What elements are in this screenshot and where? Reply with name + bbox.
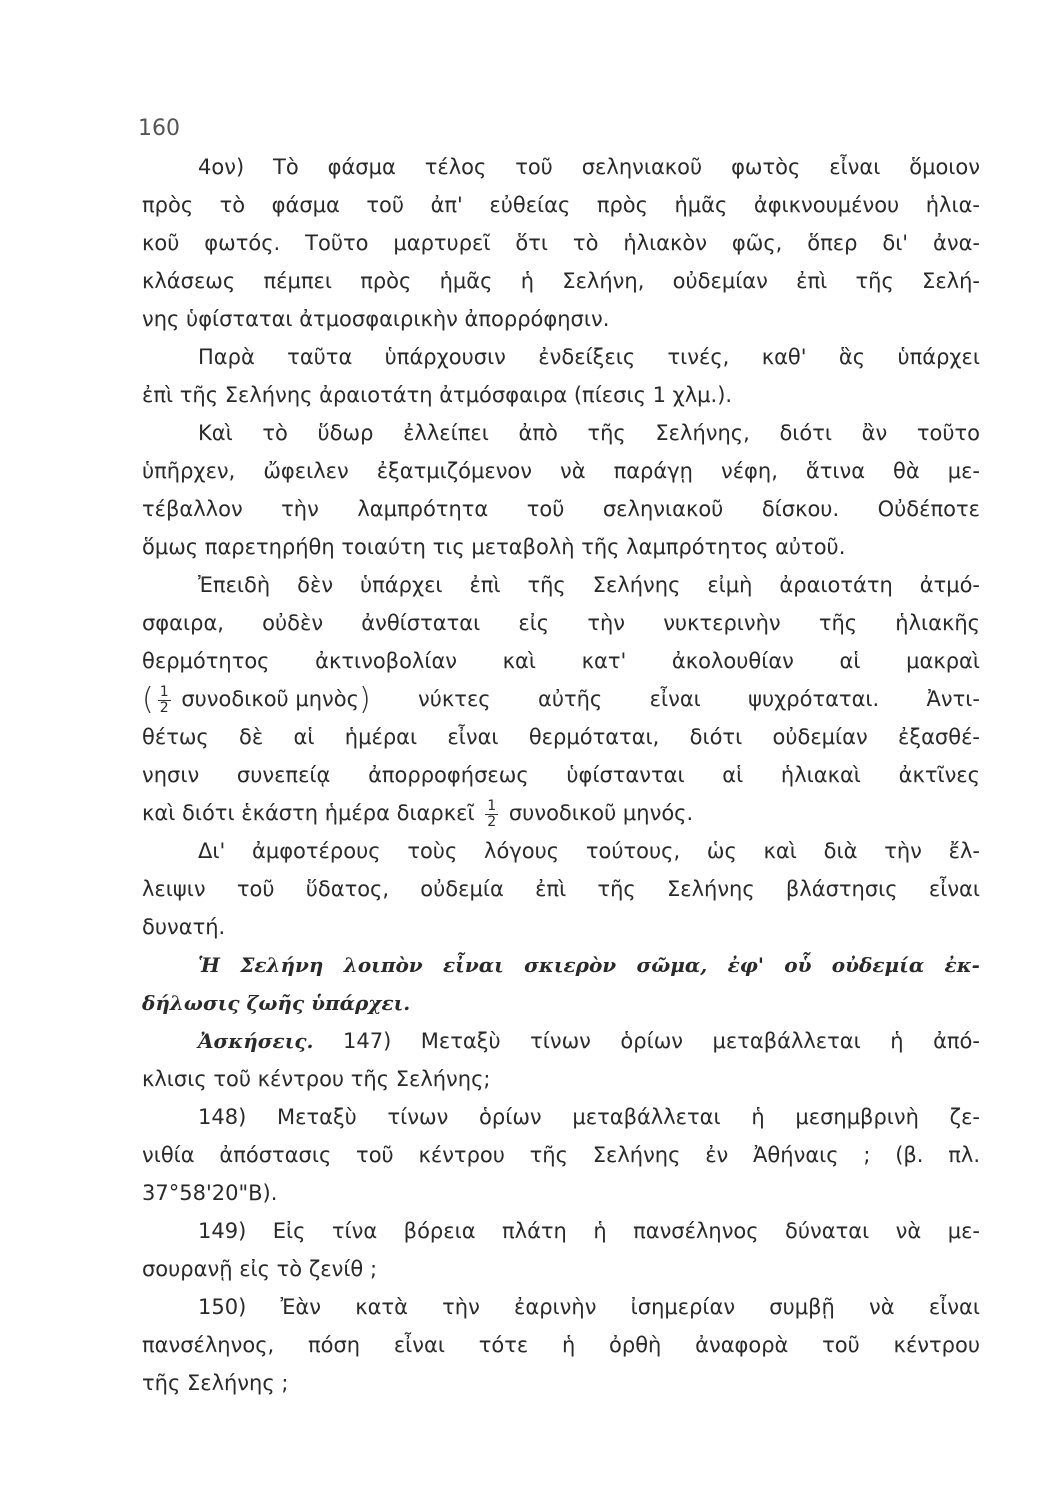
text-line: 149) Εἰς τίνα βόρεια πλάτη ἡ πανσέληνος δύναται νὰ με- bbox=[198, 1219, 980, 1243]
conclusion-line: δήλωσις ζωῆς ὑπάρχει. bbox=[142, 991, 411, 1015]
text-line: 4ον) Τὸ φάσμα τέλος τοῦ σεληνιακοῦ φωτὸς εἶναι ὅμοιον bbox=[198, 155, 980, 179]
text-line: σφαιρα, οὐδὲν ἀνθίσταται εἰς τὴν νυκτερινὴν τῆς ἡλιακῆς bbox=[142, 611, 980, 635]
text-fragment: συνοδικοῦ μηνὸς bbox=[181, 687, 359, 711]
fraction-numerator: 1 bbox=[159, 683, 169, 700]
text-line: πανσέληνος, πόση εἶναι τότε ἡ ὀρθὴ ἀναφορὰ τοῦ κέντρου bbox=[142, 1333, 980, 1357]
text-line: 37°58'20"Β). bbox=[142, 1181, 278, 1205]
text-line: θερμότητος ἀκτινοβολίαν καὶ κατ' ἀκολουθίαν αἱ μακραὶ bbox=[142, 649, 980, 673]
fraction-expression bbox=[142, 680, 371, 719]
close-paren: ) bbox=[358, 682, 371, 717]
text-line: νης ὑφίσταται ἀτμοσφαιρικὴν ἀπορρόφησιν. bbox=[142, 307, 610, 331]
text-line: ἐπὶ τῆς Σελήνης ἀραιοτάτη ἀτμόσφαιρα (πίεσις 1 χλμ.). bbox=[142, 383, 733, 407]
fraction-denominator: 2 bbox=[487, 813, 497, 830]
text-line: τῆς Σελήνης ; bbox=[142, 1371, 289, 1395]
fraction-numerator: 1 bbox=[487, 797, 497, 814]
text-line: κοῦ φωτός. Τοῦτο μαρτυρεῖ ὅτι τὸ ἡλιακὸν φῶς, ὅπερ δι' ἀνα- bbox=[142, 231, 980, 255]
text-line: Καὶ τὸ ὕδωρ ἐλλείπει ἀπὸ τῆς Σελήνης, διότι ἂν τοῦτο bbox=[198, 421, 980, 445]
text-line: Δι' ἀμφοτέρους τοὺς λόγους τούτους, ὡς καὶ διὰ τὴν ἔλ- bbox=[198, 839, 980, 863]
conclusion-line: Ἡ Σελήνη λοιπὸν εἶναι σκιερὸν σῶμα, ἐφ' οὗ οὐδεμία ἐκ- bbox=[198, 953, 980, 977]
text-line: Ἐπειδὴ δὲν ὑπάρχει ἐπὶ τῆς Σελήνης εἰμὴ ἀραιοτάτη ἀτμό- bbox=[198, 573, 980, 597]
text-line: λειψιν τοῦ ὕδατος, οὐδεμία ἐπὶ τῆς Σελήνης βλάστησις εἶναι bbox=[142, 877, 980, 901]
text-fragment: συνοδικοῦ μηνός. bbox=[508, 801, 694, 825]
fraction bbox=[158, 685, 171, 716]
text-line: πρὸς τὸ φάσμα τοῦ ἀπ' εὐθείας πρὸς ἡμᾶς ἀφικνουμένου ἡλια- bbox=[142, 193, 980, 217]
text-line: δυνατή. bbox=[142, 915, 226, 939]
exercises-heading: Ἀσκήσεις. bbox=[198, 1029, 314, 1053]
exercise-147-line bbox=[142, 1022, 980, 1060]
text-line: θέτως δὲ αἱ ἡμέραι εἶναι θερμόταται, διότι οὐδεμίαν ἐξασθέ- bbox=[142, 725, 980, 749]
text-line: ὅμως παρετηρήθη τοιαύτη τις μεταβολὴ τῆς λαμπρότητος αὐτοῦ. bbox=[142, 535, 846, 559]
text-line: τέβαλλον τὴν λαμπρότητα τοῦ σεληνιακοῦ δίσκου. Οὐδέποτε bbox=[142, 497, 980, 521]
text-line: Παρὰ ταῦτα ὑπάρχουσιν ἐνδείξεις τινές, καθ' ἃς ὑπάρχει bbox=[198, 345, 980, 369]
text-line: 150) Ἐὰν κατὰ τὴν ἐαρινὴν ἰσημερίαν συμβῇ νὰ εἶναι bbox=[198, 1295, 980, 1319]
fraction-denominator: 2 bbox=[159, 699, 169, 716]
page-number: 160 bbox=[138, 116, 180, 141]
open-paren: ( bbox=[142, 682, 154, 717]
text-fragment: καὶ διότι ἑκάστη ἡμέρα διαρκεῖ bbox=[142, 801, 475, 825]
text-line-fraction bbox=[142, 680, 980, 718]
text-line: ὑπῆρχεν, ὤφειλεν ἐξατμιζόμενον νὰ παράγῃ νέφη, ἅτινα θὰ με- bbox=[142, 459, 980, 483]
fraction bbox=[485, 799, 498, 830]
text-fragment: νύκτες αὐτῆς εἶναι ψυχρόταται. Ἀντι- bbox=[418, 687, 980, 711]
text-line: νιθία ἀπόστασις τοῦ κέντρου τῆς Σελήνης ἐν Ἀθήναις ; (β. πλ. bbox=[142, 1143, 980, 1167]
text-line-fraction bbox=[142, 794, 980, 832]
text-line: κλάσεως πέμπει πρὸς ἡμᾶς ἡ Σελήνη, οὐδεμίαν ἐπὶ τῆς Σελή- bbox=[142, 269, 980, 293]
text-line: κλισις τοῦ κέντρου τῆς Σελήνης; bbox=[142, 1067, 491, 1091]
page-body bbox=[142, 148, 980, 1402]
text-fragment: 147) Μεταξὺ τίνων ὁρίων μεταβάλλεται ἡ ἀπό- bbox=[343, 1029, 980, 1053]
text-line: 148) Μεταξὺ τίνων ὁρίων μεταβάλλεται ἡ μεσημβρινὴ ζε- bbox=[198, 1105, 980, 1129]
text-line: σουρανῇ εἰς τὸ ζενίθ ; bbox=[142, 1257, 378, 1281]
text-line: νησιν συνεπείᾳ ἀπορροφήσεως ὑφίστανται αἱ ἡλιακαὶ ἀκτῖνες bbox=[142, 763, 980, 787]
